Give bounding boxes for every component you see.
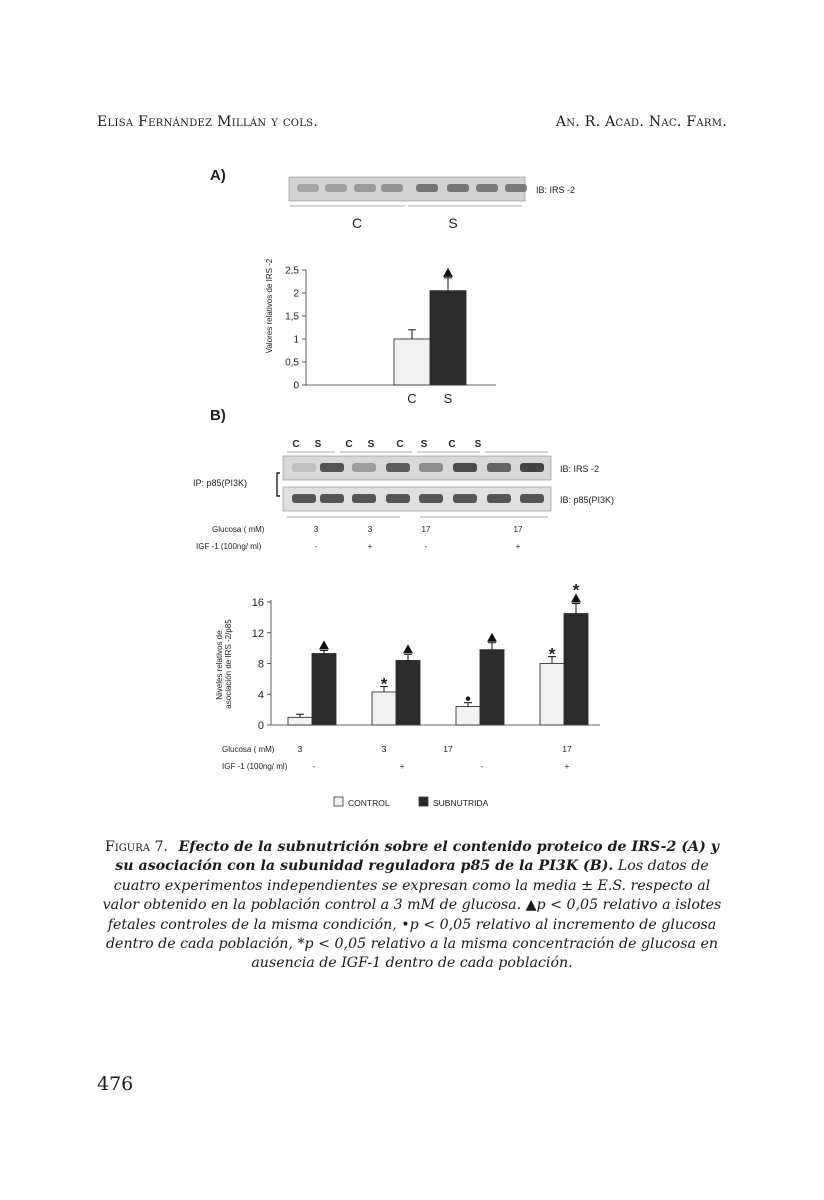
legend-label-subnutrida: SUBNUTRIDA [433,798,489,808]
blot-igf-value: - [424,542,428,551]
x-glucose-value: 3 [297,744,303,754]
chart-b-ylabel: Niveles relativos de asociación de IRS -2/p85 [215,619,233,709]
group-label-s: S [448,215,458,231]
blot-band [325,184,347,192]
y-tick-label: 2,5 [285,265,299,277]
blot-band [447,184,469,192]
chart-a-bars [394,268,466,406]
chart-b [215,581,600,808]
bar-subnutrida-1 [312,654,336,725]
y-tick-label: 1,5 [285,311,299,323]
blot-igf-value: + [515,542,521,551]
legend-swatch-subnutrida [419,797,428,806]
bar-control-1 [288,717,312,725]
blot-band [505,184,527,192]
blot-band [354,184,376,192]
chart-b-ticks [252,597,271,732]
significance-triangle [443,268,453,277]
blot-band [386,463,410,472]
lane-label: S [367,439,375,450]
y-tick-label: 1 [293,334,299,346]
blot-conditions [314,525,523,551]
bar-subnutrida-4 [564,614,588,725]
chart-b-glucose-label: Glucosa ( mM) [222,745,275,754]
y-tick-label: 4 [257,689,264,702]
blot-glucose-label: Glucosa ( mM) [212,525,265,534]
blot-band [297,184,319,192]
blot-band [419,463,443,472]
blot-glucose-value: 3 [313,525,319,534]
panel-b-blot-p85 [283,487,551,511]
legend-swatch-control [334,797,343,806]
blot-band [320,494,344,503]
ip-label: IP: p85(PI3K) [193,478,248,488]
bar-control-3 [456,707,480,725]
significance-asterisk: * [548,644,556,664]
blot-band [320,463,344,472]
chart-b-bars [288,581,588,725]
caption-body: Los datos de cuatro experimentos independientes se expresan como la media ± E.S. respecto al valor obtenido en la población control a 3 mM de glucosa. ▲p < 0,05 relativo a islotes fetales controles de la misma condición, •p < 0,05 relativo al incremento de glucosa dentro de cada población, *p < 0,05 relativo a la misma concentración de glucosa en ausencia de IGF-1 dentro de cada población. [102,858,722,972]
blot-band [416,184,438,192]
bar-s [430,291,466,385]
lane-labels [292,439,481,450]
x-category-label: C [407,391,417,406]
y-tick-label: 12 [251,627,264,640]
x-igf-value: + [399,761,405,771]
running-header-author: Elisa Fernández Millán y cols. [97,114,319,130]
y-tick-label: 0,5 [285,357,299,369]
blot-band [292,463,316,472]
lane-label: C [448,439,456,450]
lane-label: C [345,439,353,450]
x-glucose-value: 17 [443,744,453,754]
running-header-journal: An. R. Acad. Nac. Farm. [555,114,727,130]
legend-label-control: CONTROL [348,798,390,808]
blot-glucose-value: 3 [367,525,373,534]
y-tick-label: 16 [251,597,264,609]
blot-band [419,494,443,503]
x-glucose-value: 17 [562,744,572,754]
blot-band [520,494,544,503]
blot-band [487,463,511,472]
figure-caption [97,838,727,974]
blot-band [453,463,477,472]
lane-label: S [474,439,482,450]
group-label-c: C [351,215,363,231]
lane-label: S [420,439,428,450]
panel-a-western-blot [289,177,527,201]
bar-c [394,339,430,385]
blot-label-irs2: IB: IRS -2 [560,464,600,474]
bar-subnutrida-3 [480,650,504,725]
significance-triangle [403,644,413,653]
significance-asterisk: * [380,674,388,694]
chart-b-categories [298,744,572,771]
blot-igf-value: - [314,542,318,551]
panel-a-blot-label: IB: IRS -2 [536,185,576,195]
blot-label-p85: IB: p85(PI3K) [560,495,615,505]
blot-band [381,184,403,192]
x-glucose-value: 3 [381,744,387,754]
x-igf-value: - [480,761,484,771]
panel-a-label: A) [210,167,226,184]
y-tick-label: 0 [293,380,299,392]
blot-band [520,463,544,472]
blot-band [476,184,498,192]
lane-label: S [314,439,322,450]
significance-asterisk: * [572,580,580,600]
panel-b-label: B) [210,407,226,424]
bar-control-2 [372,692,396,725]
ip-bracket [277,473,280,496]
x-igf-value: + [564,761,570,771]
blot-igf-value: + [367,542,373,551]
blot-band [386,494,410,503]
blot-glucose-value: 17 [421,525,431,534]
significance-dot [466,697,470,701]
caption-title: Efecto de la subnutrición sobre el contenido proteico de IRS-2 (A) y su asociación con la subunidad reguladora p85 de la PI3K (B). [115,839,719,875]
chart-b-legend [334,797,489,808]
bar-subnutrida-2 [396,660,420,725]
significance-triangle [319,640,329,649]
y-tick-label: 2 [293,288,299,300]
chart-b-igf-label: IGF -1 (100ng/ ml) [222,762,288,771]
chart-a [265,258,496,406]
bar-control-4 [540,664,564,726]
chart-a-ticks [285,266,306,392]
significance-triangle [487,633,497,642]
blot-band [352,494,376,503]
caption-figure-label: Figura 7. [105,839,169,855]
y-tick-label: 0 [257,720,264,732]
blot-band [292,494,316,503]
blot-band [487,494,511,503]
page-number: 476 [97,1073,134,1095]
panel-b-blot-irs2 [283,456,551,480]
chart-a-ylabel: Valores relativos de IRS -2 [265,258,274,354]
blot-band [352,463,376,472]
x-igf-value: - [312,761,316,771]
lane-label: C [292,439,300,450]
blot-igf-label: IGF -1 (100ng/ ml) [196,542,262,551]
x-category-label: S [443,391,453,406]
blot-glucose-value: 17 [513,525,523,534]
y-tick-label: 8 [257,658,264,671]
lane-label: C [396,439,404,450]
blot-band [453,494,477,503]
